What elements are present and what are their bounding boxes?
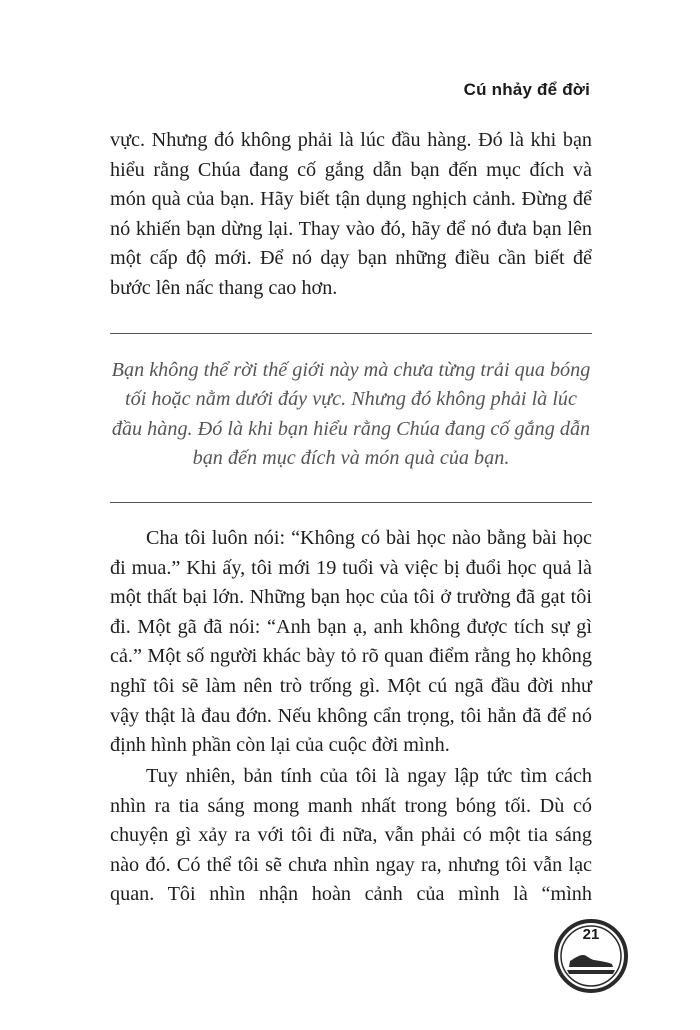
body-paragraph-continued: vực. Nhưng đó không phải là lúc đầu hàng. Đó là khi bạn hiểu rằng Chúa đang cố gắng dẫn bạn đến mục đích và món quà của bạn. Hãy biết tận dụng nghịch cảnh. Đừng để nó khiến bạn dừng lại. Thay vào đó, hãy để nó đưa bạn lên một cấp độ mới. Để nó dạy bạn những điều cần biết để bước lên nấc thang cao hơn. <box>110 129 592 299</box>
quote-top-rule <box>110 333 592 334</box>
quote-bottom-rule <box>110 502 592 503</box>
page-number: 21 <box>582 926 600 943</box>
running-header-title: Cú nhảy để đời <box>463 80 590 99</box>
pull-quote: Bạn không thể rời thế giới này mà chưa từng trải qua bóng tối hoặc nằm dưới đáy vực. Nhưng đó không phải là lúc đầu hàng. Đó là khi bạn hiểu rằng Chúa đang cố gắng dẫn bạn đến mục đích và món quà của bạn. <box>111 359 591 470</box>
body-paragraph-father-quote: Cha tôi luôn nói: “Không có bài học nào bằng bài học đi mua.” Khi ấy, tôi mới 19 tuổi và việc bị đuổi học quả là một thất bại lớn. Những bạn học của tôi ở trường đã gạt tôi đi. Một gã đã nói: “Anh bạn ạ, anh không được tích sự gì cả.” Một số người khác bày tỏ rõ quan điểm rằng họ không nghĩ tôi sẽ làm nên trò trống gì. Một cú ngã đầu đời như vậy thật là đau đớn. Nếu không cẩn trọng, tôi hẳn đã để nó định hình phần còn lại của cuộc đời mình. <box>110 527 592 757</box>
body-paragraph-optimism: Tuy nhiên, bản tính của tôi là ngay lập tức tìm cách nhìn ra tia sáng mong manh nhất trong bóng tối. Dù có chuyện gì xảy ra với tôi đi nữa, vẫn phải có một tia sáng nào đó. Có thể tôi sẽ chưa nhìn ngay ra, nhưng tôi vẫn lạc quan. Tôi nhìn nhận hoàn cảnh của mình là “mình <box>110 765 592 906</box>
